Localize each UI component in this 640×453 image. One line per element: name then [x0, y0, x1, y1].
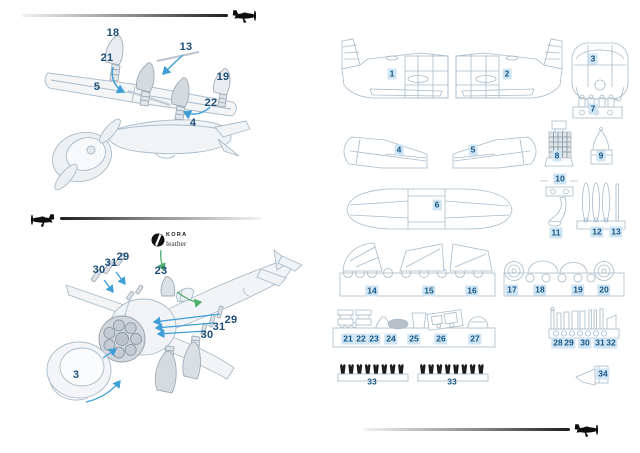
- airplane-silhouette-icon: [232, 7, 258, 24]
- part-label-11: 11: [551, 227, 561, 238]
- brand-mark: [166, 233, 187, 247]
- part-label-28: 28: [553, 337, 563, 348]
- part-label-26: 26: [436, 333, 446, 344]
- part-label-2: 2: [504, 68, 510, 79]
- assembly-drawing-landing-gear: [20, 25, 280, 205]
- callout-29: 29: [224, 314, 238, 326]
- callout-31: 31: [212, 321, 226, 333]
- callout-22: 22: [204, 97, 218, 109]
- part-label-17: 17: [507, 284, 517, 295]
- part-label-30: 30: [580, 337, 590, 348]
- part-label-32: 32: [606, 337, 616, 348]
- callout-19: 19: [216, 71, 230, 83]
- part-label-4: 4: [396, 144, 402, 155]
- part-label-3: 3: [590, 53, 596, 64]
- part-label-8: 8: [554, 150, 560, 161]
- callout-30: 30: [92, 264, 106, 276]
- part-label-33: 33: [367, 376, 377, 387]
- part-label-34: 34: [598, 368, 608, 379]
- part-label-14: 14: [367, 285, 377, 296]
- airplane-silhouette-icon: [29, 211, 55, 228]
- callout-29: 29: [116, 251, 130, 263]
- part-label-24: 24: [386, 333, 396, 344]
- part-label-15: 15: [424, 285, 434, 296]
- part-label-25: 25: [409, 333, 419, 344]
- part-label-29: 29: [564, 337, 574, 348]
- callout-5: 5: [93, 81, 101, 93]
- callout-21: 21: [100, 52, 114, 64]
- part-label-9: 9: [598, 150, 604, 161]
- brand-name: KORA: [166, 232, 188, 238]
- part-label-18: 18: [535, 284, 545, 295]
- callout-4: 4: [189, 117, 197, 129]
- part-label-6: 6: [434, 199, 440, 210]
- part-label-31: 31: [595, 337, 605, 348]
- part-label-12: 12: [592, 226, 602, 237]
- assembly-drawing-cowling: [30, 228, 310, 418]
- step-divider-bar: [60, 217, 262, 220]
- part-label-21: 21: [343, 333, 353, 344]
- parts-map-drawing: [330, 25, 640, 425]
- part-label-7: 7: [590, 103, 596, 114]
- part-label-19: 19: [573, 284, 583, 295]
- part-label-23: 23: [369, 333, 379, 344]
- callout-13: 13: [179, 41, 193, 53]
- part-label-10: 10: [555, 173, 565, 184]
- callout-23: 23: [154, 265, 168, 277]
- step-divider-bar: [22, 14, 228, 17]
- part-label-20: 20: [599, 284, 609, 295]
- part-label-33: 33: [447, 376, 457, 387]
- part-label-22: 22: [356, 333, 366, 344]
- part-label-16: 16: [467, 285, 477, 296]
- callout-18: 18: [106, 27, 120, 39]
- part-label-1: 1: [389, 68, 395, 79]
- callout-30: 30: [200, 329, 214, 341]
- part-label-13: 13: [611, 226, 621, 237]
- step-divider-bar: [364, 428, 570, 431]
- part-label-5: 5: [470, 144, 476, 155]
- part-label-27: 27: [470, 333, 480, 344]
- brand-product-line: leather: [166, 238, 187, 248]
- callout-31: 31: [104, 257, 118, 269]
- callout-3: 3: [72, 369, 80, 381]
- airplane-silhouette-icon: [574, 421, 600, 438]
